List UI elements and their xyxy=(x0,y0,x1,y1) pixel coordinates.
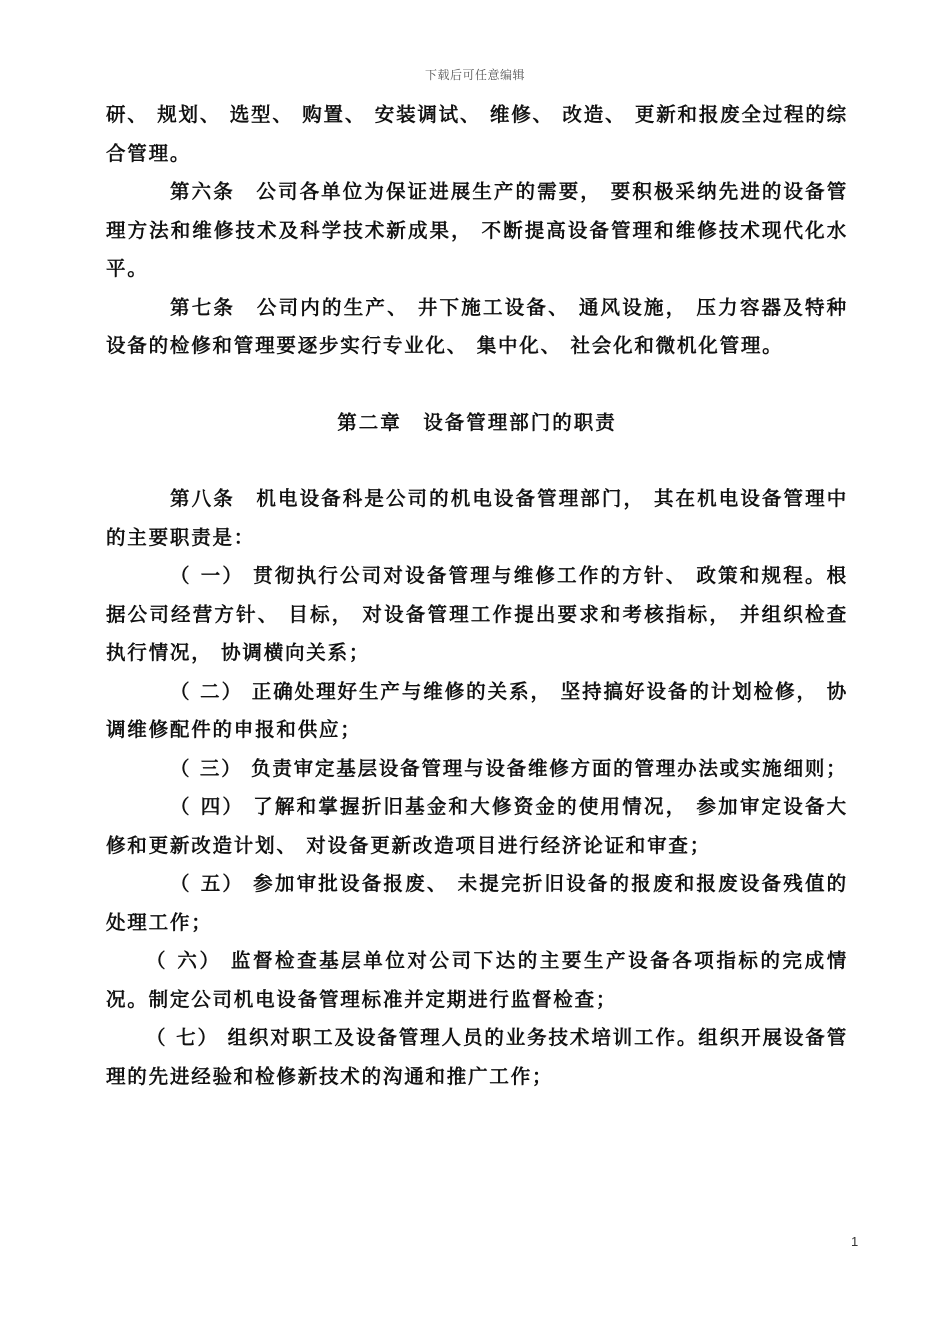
article-7: 第七条 公司内的生产、 井下施工设备、 通风设施， 压力容器及特种设备的检修和管理要逐步实行专业化、 集中化、 社会化和微机化管理。 xyxy=(106,295,848,357)
article-6: 第六条 公司各单位为保证进展生产的需要， 要积极采纳先进的设备管理方法和维修技术及科学技术新成果， 不断提高设备管理和维修技术现代化水平。 xyxy=(106,180,848,280)
article-8: 第八条 机电设备科是公司的机电设备管理部门， 其在机电设备管理中的主要职责是： xyxy=(106,487,848,549)
page-header: 下载后可任意编辑 xyxy=(424,68,525,82)
duty-item-7: （ 七） 组织对职工及设备管理人员的业务技术培训工作。组织开展设备管理的先进经验和检修新技术的沟通和推广工作； xyxy=(106,1026,848,1088)
duty-item-2: （ 二） 正确处理好生产与维修的关系， 坚持搞好设备的计划检修， 协调维修配件的申报和供应； xyxy=(106,679,848,741)
duty-item-1: （ 一） 贯彻执行公司对设备管理与维修工作的方针、 政策和规程。根据公司经营方针、 目标， 对设备管理工作提出要求和考核指标， 并组织检查执行情况， 协调横向关系； xyxy=(106,564,848,664)
duty-item-5: （ 五） 参加审批设备报废、 未提完折旧设备的报废和报废设备残值的处理工作； xyxy=(106,872,848,934)
document-body xyxy=(106,96,848,1096)
paragraph-continuation: 研、 规划、 选型、 购置、 安装调试、 维修、 改造、 更新和报废全过程的综合管理。 xyxy=(106,103,848,165)
chapter-heading: 第二章 设备管理部门的职责 xyxy=(337,410,617,434)
duty-item-3: （ 三） 负责审定基层设备管理与设备维修方面的管理办法或实施细则； xyxy=(170,756,848,780)
page-number: 1 xyxy=(851,1234,859,1249)
duty-item-4: （ 四） 了解和掌握折旧基金和大修资金的使用情况， 参加审定设备大修和更新改造计划、 对设备更新改造项目进行经济论证和审查； xyxy=(106,795,848,857)
duty-item-6: （ 六） 监督检查基层单位对公司下达的主要生产设备各项指标的完成情况。制定公司机电设备管理标准并定期进行监督检查； xyxy=(106,949,848,1011)
